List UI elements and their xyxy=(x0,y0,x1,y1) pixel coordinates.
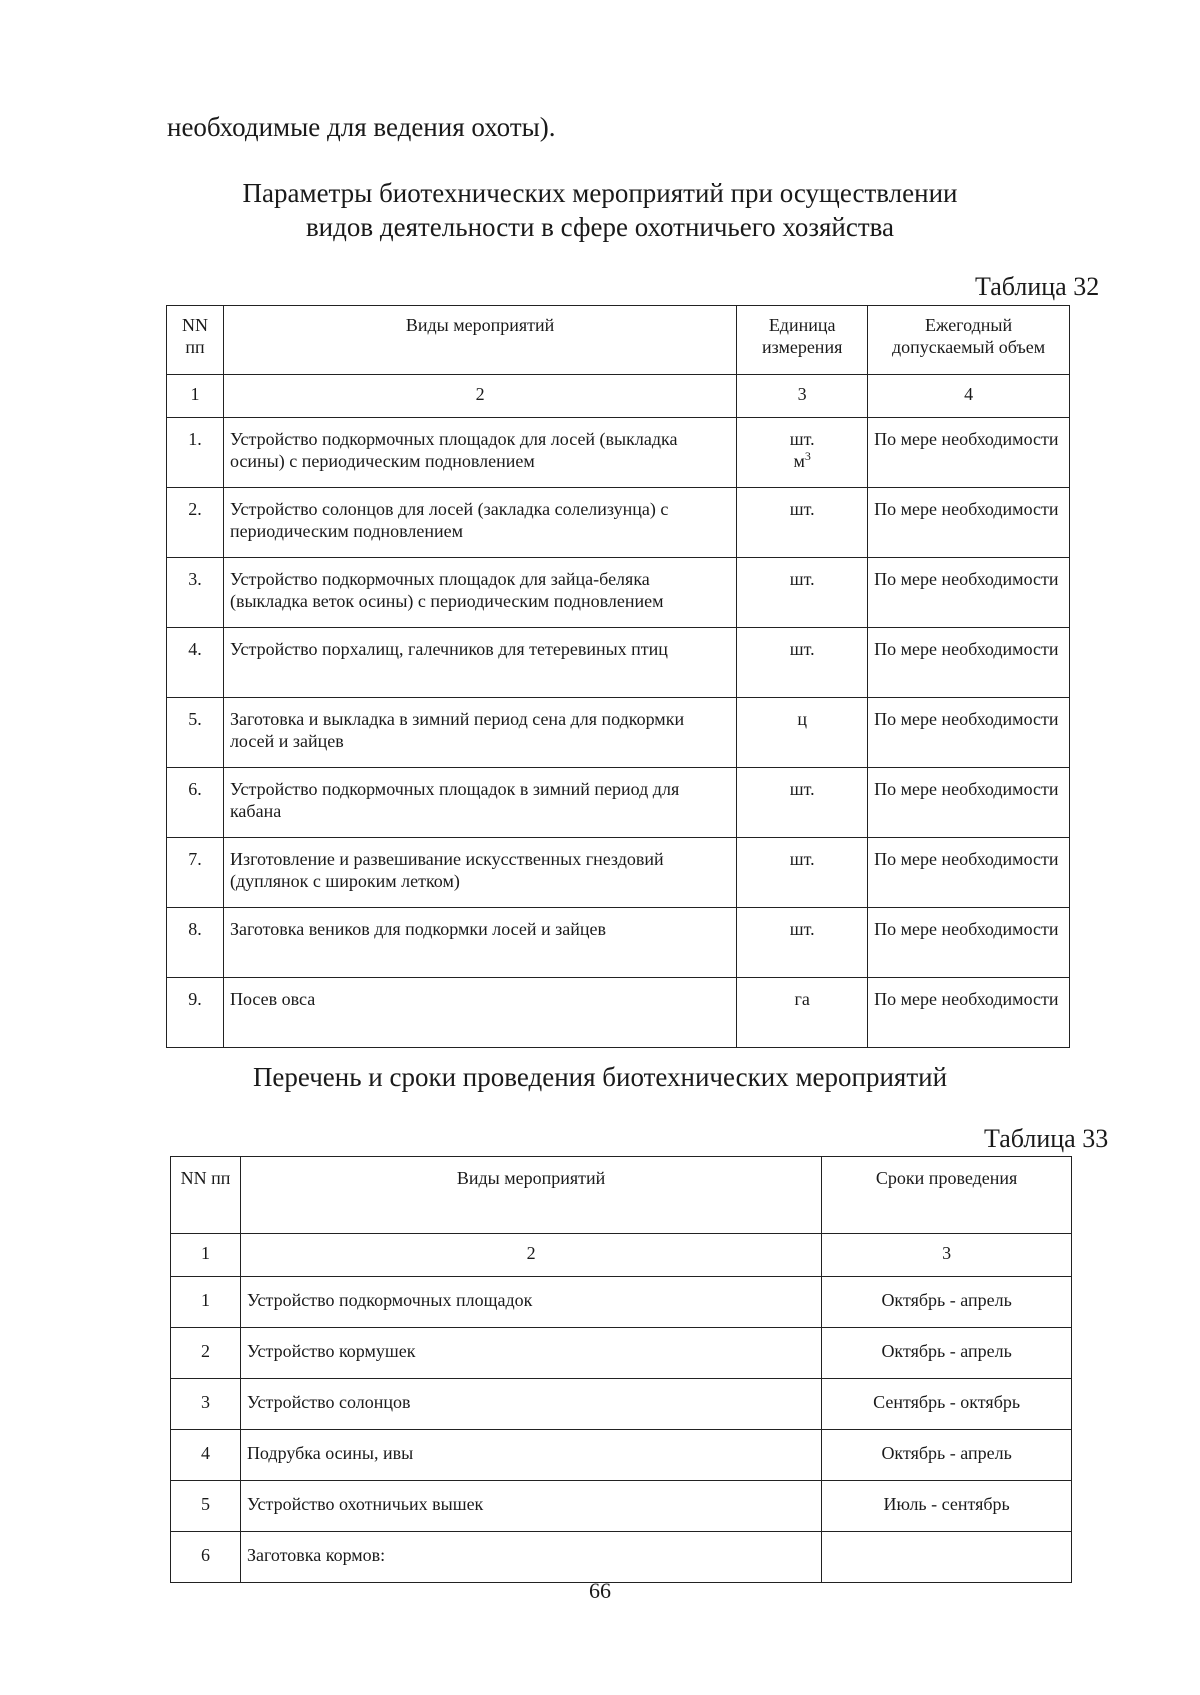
table32-label: Таблица 32 xyxy=(975,272,1100,301)
column-number: 3 xyxy=(737,375,868,418)
unit-cell xyxy=(737,418,868,488)
header-cell-volume: Ежегодный допускаемый объем xyxy=(868,306,1070,375)
row-number: 6. xyxy=(167,768,224,838)
table-row xyxy=(171,1328,1072,1379)
unit-cell: шт. xyxy=(737,908,868,978)
row-number: 7. xyxy=(167,838,224,908)
header-cell-activity: Виды мероприятий xyxy=(240,1157,821,1234)
activity-cell: Устройство солонцов для лосей (закладка солелизунца) с периодическим подновлением xyxy=(223,488,736,558)
row-number: 3. xyxy=(167,558,224,628)
table-row xyxy=(167,908,1070,978)
table32-header-row xyxy=(167,306,1070,375)
unit-text-2: м xyxy=(793,451,805,471)
activity-cell: Устройство подкормочных площадок xyxy=(240,1277,821,1328)
table-33 xyxy=(170,1156,1072,1583)
table-row xyxy=(171,1277,1072,1328)
header-cell-unit: Единица измерения xyxy=(737,306,868,375)
unit-cell: шт. xyxy=(737,558,868,628)
table-row xyxy=(167,978,1070,1048)
column-number: 3 xyxy=(822,1234,1072,1277)
row-number: 8. xyxy=(167,908,224,978)
row-number: 5 xyxy=(171,1481,241,1532)
table-row xyxy=(171,1532,1072,1583)
activity-cell: Устройство подкормочных площадок для зайца-беляка (выкладка веток осины) с периодическим подновлением xyxy=(223,558,736,628)
table-row xyxy=(167,418,1070,488)
volume-cell: По мере необходимости xyxy=(868,628,1070,698)
activity-cell: Заготовка и выкладка в зимний период сена для подкормки лосей и зайцев xyxy=(223,698,736,768)
table33-heading: Перечень и сроки проведения биотехнических мероприятий xyxy=(252,1062,948,1092)
table32-column-numbers-row xyxy=(167,375,1070,418)
column-number: 4 xyxy=(868,375,1070,418)
table-row xyxy=(171,1430,1072,1481)
activity-cell: Подрубка осины, ивы xyxy=(240,1430,821,1481)
volume-cell: По мере необходимости xyxy=(868,418,1070,488)
period-cell: Сентябрь - октябрь xyxy=(822,1379,1072,1430)
volume-cell: По мере необходимости xyxy=(868,978,1070,1048)
activity-cell: Устройство порхалищ, галечников для тетеревиных птиц xyxy=(223,628,736,698)
row-number: 2. xyxy=(167,488,224,558)
row-number: 1 xyxy=(171,1277,241,1328)
unit-cell: шт. xyxy=(737,488,868,558)
unit-superscript: 3 xyxy=(804,449,811,463)
table-row xyxy=(167,768,1070,838)
volume-cell: По мере необходимости xyxy=(868,558,1070,628)
activity-cell: Посев овса xyxy=(223,978,736,1048)
column-number: 2 xyxy=(240,1234,821,1277)
row-number: 3 xyxy=(171,1379,241,1430)
table-row xyxy=(171,1379,1072,1430)
volume-cell: По мере необходимости xyxy=(868,768,1070,838)
period-cell: Октябрь - апрель xyxy=(822,1328,1072,1379)
activity-cell: Устройство подкормочных площадок для лосей (выкладка осины) с периодическим подновлением xyxy=(223,418,736,488)
header-cell-period: Сроки проведения xyxy=(822,1157,1072,1234)
table-row xyxy=(167,838,1070,908)
header-cell-nn: NN пп xyxy=(171,1157,241,1234)
column-number: 1 xyxy=(167,375,224,418)
period-cell: Июль - сентябрь xyxy=(822,1481,1072,1532)
volume-cell: По мере необходимости xyxy=(868,908,1070,978)
activity-cell: Устройство подкормочных площадок в зимний период для кабана xyxy=(223,768,736,838)
activity-cell: Изготовление и развешивание искусственных гнездовий (дуплянок с широким летком) xyxy=(223,838,736,908)
table-row xyxy=(167,488,1070,558)
unit-cell: ц xyxy=(737,698,868,768)
period-cell: Октябрь - апрель xyxy=(822,1277,1072,1328)
unit-cell: шт. xyxy=(737,628,868,698)
header-cell-nn: NN пп xyxy=(167,306,224,375)
row-number: 2 xyxy=(171,1328,241,1379)
table32-heading-line-2: видов деятельности в сфере охотничьего хозяйства xyxy=(305,212,895,242)
column-number: 1 xyxy=(171,1234,241,1277)
volume-cell: По мере необходимости xyxy=(868,488,1070,558)
table-row xyxy=(167,628,1070,698)
table-row xyxy=(171,1481,1072,1532)
row-number: 1. xyxy=(167,418,224,488)
table33-header-row xyxy=(171,1157,1072,1234)
activity-cell: Заготовка кормов: xyxy=(240,1532,821,1583)
activity-cell: Заготовка веников для подкормки лосей и зайцев xyxy=(223,908,736,978)
period-cell xyxy=(822,1532,1072,1583)
unit-cell: га xyxy=(737,978,868,1048)
volume-cell: По мере необходимости xyxy=(868,838,1070,908)
row-number: 4 xyxy=(171,1430,241,1481)
table-row xyxy=(167,698,1070,768)
period-cell: Октябрь - апрель xyxy=(822,1430,1072,1481)
header-cell-activity: Виды мероприятий xyxy=(223,306,736,375)
table-32 xyxy=(166,305,1070,1048)
row-number: 4. xyxy=(167,628,224,698)
table32-heading xyxy=(170,176,1030,244)
unit-cell: шт. xyxy=(737,838,868,908)
table-row xyxy=(167,558,1070,628)
activity-cell: Устройство кормушек xyxy=(240,1328,821,1379)
table33-label: Таблица 33 xyxy=(984,1124,1109,1153)
unit-cell: шт. xyxy=(737,768,868,838)
page-number: 66 xyxy=(589,1578,611,1603)
activity-cell: Устройство охотничьих вышек xyxy=(240,1481,821,1532)
table32-heading-line-1: Параметры биотехнических мероприятий при осуществлении xyxy=(242,178,958,208)
volume-cell: По мере необходимости xyxy=(868,698,1070,768)
row-number: 9. xyxy=(167,978,224,1048)
row-number: 6 xyxy=(171,1532,241,1583)
table33-column-numbers-row xyxy=(171,1234,1072,1277)
activity-cell: Устройство солонцов xyxy=(240,1379,821,1430)
unit-text: шт. xyxy=(789,429,815,449)
column-number: 2 xyxy=(223,375,736,418)
row-number: 5. xyxy=(167,698,224,768)
lead-text: необходимые для ведения охоты). xyxy=(167,112,556,142)
